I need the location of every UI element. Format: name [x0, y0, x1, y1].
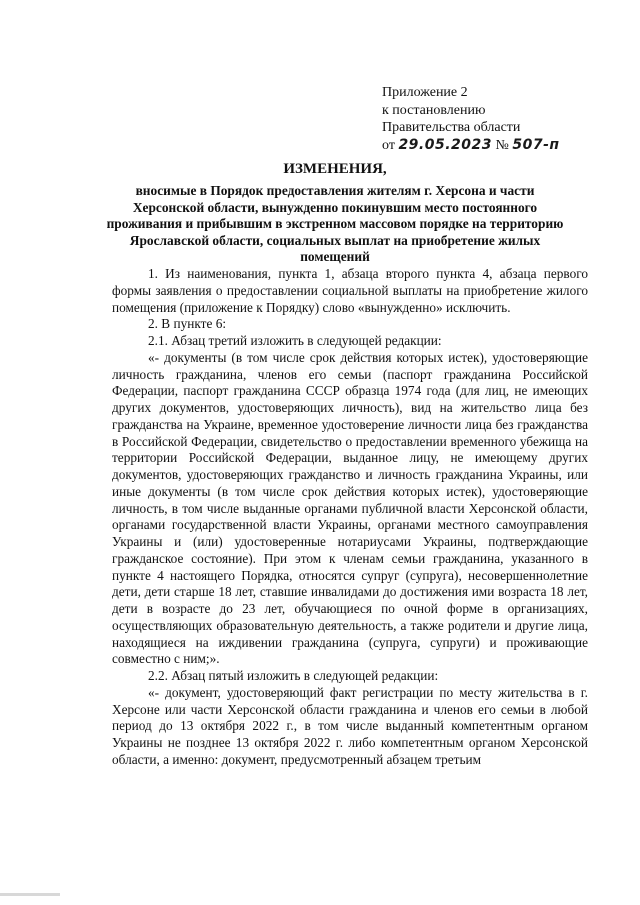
paragraph: 2.2. Абзац пятый изложить в следующей редакции:	[148, 668, 439, 683]
number-sign: №	[495, 137, 509, 153]
handwritten-number: 507-п	[512, 136, 560, 153]
document-title	[100, 160, 570, 266]
appendix-line: к постановлению	[382, 102, 486, 118]
paragraph: 2. В пункте 6:	[148, 316, 227, 332]
appendix-block	[382, 84, 560, 154]
appendix-line: Правительства области	[382, 120, 521, 135]
scan-edge-mark	[0, 893, 60, 896]
appendix-line: Приложение 2	[382, 85, 468, 100]
document-body	[112, 266, 588, 769]
paragraph: «- документы (в том числе срок действия которых истек), удостоверяющие личность гражданина, членов его семьи (паспорт гражданина Российской Федерации, паспорт гражданина СССР образца 1974 года (для лиц, не имеющих других документов, удостоверяющих личность), вид на жительство лица без гражданства на Украине, временное удостоверение личности лица без гражданства в Российской Федерации, свидетельство о предоставлении временного убежища на территории Российской Федерации, выданное лицу, не имеющему других документов, удостоверяющих гражданство и личность гражданина Украины, или иные документы (в том числе срок действия которых истек), удостоверяющие личность, в том числе выданные органами публичной власти Херсонской области, органами государственной власти Украины, органами местного самоуправления Украины и (или) удостоверенные нотариусами Украины, подтверждающие гражданское состояние). При этом к членам семьи гражданина, указанного в пункте 4 настоящего Порядка, относятся супруг (супруга), несовершеннолетние дети, дети старше 18 лет, ставшие инвалидами до достижения ими возраста 18 лет, дети в возрасте до 23 лет, обучающиеся по очной форме в организациях, осуществляющих образовательную деятельность, а также родители и другие лица, находящиеся на иждивении гражданина (супруга, супруги) и проживающие совместно с ним;».	[112, 349, 588, 667]
title-heading: ИЗМЕНЕНИЯ,	[283, 161, 387, 177]
paragraph: «- документ, удостоверяющий факт регистрации по месту жительства в г. Херсоне или части Херсонской области гражданина и членов его семьи в любой период до 13 октября 2022 г., в том числе выданный компетентным органом Украины не позднее 13 октября 2022 г. либо компетентным органом Херсонской области, а именно: документ, предусмотренный абзацем третьим	[112, 684, 588, 767]
title-subtitle: вносимые в Порядок предоставления жителям г. Херсона и части Херсонской области, вынужденно покинувшим место постоянного проживания и прибывшим в экстренном массовом порядке на территорию Ярославской области, социальных выплат на приобретение жилых помещений	[106, 183, 564, 265]
paragraph: 2.1. Абзац третий изложить в следующей редакции:	[148, 333, 442, 348]
appendix-date-line	[382, 137, 560, 155]
paragraph: 1. Из наименования, пункта 1, абзаца второго пункта 4, абзаца первого формы заявления о предоставлении социальной выплаты на приобретение жилого помещения (приложение к Порядку) слово «вынужденно» исключить.	[112, 266, 588, 315]
handwritten-date: 29.05.2023	[398, 136, 493, 153]
date-prefix: от	[382, 137, 395, 153]
